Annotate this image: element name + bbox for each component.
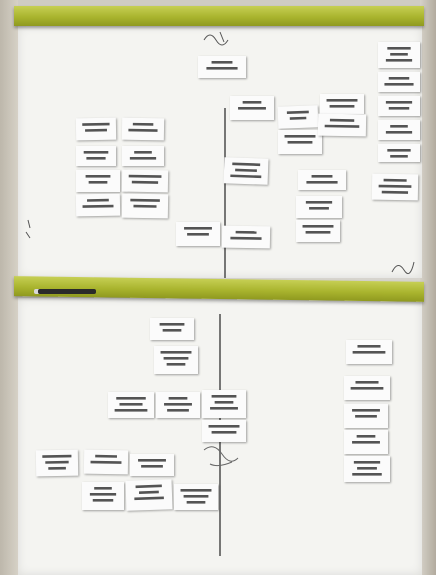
note-text-line (312, 175, 333, 178)
note-text-line (243, 101, 262, 104)
note-text-line (306, 201, 332, 204)
note-text-line (130, 157, 156, 160)
note-text-line (357, 467, 377, 470)
note-text-line (134, 496, 164, 500)
divider-line-upper (224, 108, 226, 278)
note-text-line (116, 397, 146, 400)
note-text-line (390, 125, 408, 128)
sticky-note (202, 420, 246, 442)
note-handwriting (200, 58, 244, 76)
note-text-line (355, 381, 378, 384)
note-handwriting (380, 44, 418, 66)
note-handwriting (158, 394, 198, 416)
note-text-line (355, 415, 377, 418)
note-handwriting (346, 406, 386, 426)
note-text-line (352, 473, 382, 476)
sticky-note (344, 376, 390, 400)
sticky-note (76, 146, 116, 166)
note-handwriting (78, 196, 118, 215)
note-text-line (138, 459, 166, 462)
note-text-line (390, 155, 408, 158)
note-text-line (206, 67, 237, 70)
note-text-line (82, 123, 109, 126)
note-handwriting (280, 107, 317, 126)
note-handwriting (124, 120, 162, 139)
sticky-note (122, 118, 164, 141)
note-text-line (85, 129, 107, 132)
note-text-line (327, 99, 358, 102)
note-handwriting (280, 132, 320, 152)
note-text-line (129, 175, 162, 178)
note-text-line (130, 199, 160, 202)
note-handwriting (322, 96, 362, 112)
sticky-note (198, 56, 246, 78)
sticky-note (36, 450, 78, 477)
note-text-line (387, 47, 410, 50)
note-text-line (128, 129, 157, 132)
note-handwriting (124, 148, 162, 164)
note-text-line (386, 131, 412, 134)
sticky-note (278, 130, 322, 154)
note-text-line (167, 409, 189, 412)
note-text-line (119, 403, 142, 406)
note-handwriting (84, 484, 122, 508)
note-text-line (167, 363, 186, 366)
sticky-note (378, 96, 420, 116)
note-handwriting (176, 486, 216, 508)
note-text-line (285, 135, 316, 138)
note-text-line (215, 401, 234, 404)
sticky-note (344, 430, 388, 454)
note-text-line (87, 199, 109, 202)
note-text-line (84, 151, 109, 154)
note-handwriting (380, 98, 418, 114)
sticky-note (154, 346, 198, 374)
sticky-note (174, 484, 218, 510)
note-text-line (161, 351, 192, 354)
sticky-note (372, 174, 418, 201)
note-text-line (48, 467, 66, 470)
note-text-line (384, 83, 413, 86)
note-text-line (141, 465, 163, 468)
sticky-note (82, 482, 124, 510)
sticky-note (278, 105, 319, 128)
note-handwriting (348, 342, 390, 362)
note-text-line (230, 237, 261, 240)
note-handwriting (78, 172, 118, 190)
note-text-line (236, 231, 257, 234)
note-handwriting (374, 176, 416, 199)
note-text-line (212, 395, 237, 398)
note-handwriting (132, 456, 172, 474)
sticky-note (296, 220, 340, 242)
sticky-note (156, 392, 200, 418)
note-text-line (232, 163, 260, 167)
sticky-note (320, 94, 364, 114)
green-rail-top (14, 6, 424, 26)
sticky-note (344, 404, 388, 428)
sticky-note (125, 479, 172, 511)
note-text-line (389, 107, 409, 110)
sticky-note (344, 456, 390, 482)
sticky-note (76, 118, 116, 141)
sticky-note (318, 114, 366, 137)
note-handwriting (124, 172, 166, 191)
sticky-note (346, 340, 392, 364)
sticky-note (122, 170, 168, 193)
note-text-line (94, 487, 112, 490)
note-text-line (389, 77, 409, 80)
sticky-note (76, 194, 120, 217)
note-text-line (134, 151, 152, 154)
note-handwriting (178, 224, 218, 244)
sticky-note (122, 146, 164, 166)
note-text-line (86, 175, 111, 178)
note-text-line (235, 169, 257, 172)
note-text-line (132, 181, 158, 184)
note-text-line (330, 119, 354, 122)
note-text-line (306, 231, 331, 234)
note-handwriting (78, 148, 114, 164)
note-handwriting (152, 320, 192, 338)
note-text-line (353, 351, 386, 354)
note-text-line (95, 455, 117, 458)
sticky-note (130, 454, 174, 476)
sticky-note (224, 157, 269, 185)
sticky-note (108, 392, 154, 418)
note-handwriting (128, 481, 171, 508)
sticky-note (378, 42, 420, 68)
note-text-line (160, 323, 185, 326)
note-text-line (89, 181, 108, 184)
note-handwriting (300, 172, 344, 188)
note-text-line (290, 117, 307, 120)
note-text-line (357, 435, 376, 438)
note-text-line (230, 174, 261, 178)
note-text-line (136, 485, 162, 489)
note-text-line (210, 407, 238, 410)
note-text-line (184, 495, 209, 498)
sticky-note (176, 222, 220, 246)
note-handwriting (124, 196, 166, 217)
note-handwriting (78, 120, 114, 139)
note-text-line (164, 403, 192, 406)
note-text-line (306, 181, 337, 184)
scribble-mark-left (22, 218, 38, 244)
sticky-note (298, 170, 346, 190)
note-text-line (212, 61, 233, 64)
note-text-line (387, 149, 410, 152)
note-text-line (187, 501, 206, 504)
note-text-line (163, 329, 182, 332)
sticky-note (76, 170, 120, 192)
note-handwriting (38, 452, 76, 475)
note-handwriting (232, 98, 272, 118)
note-handwriting (346, 458, 388, 480)
note-handwriting (346, 378, 388, 398)
note-text-line (352, 409, 380, 412)
note-text-line (287, 111, 309, 114)
note-text-line (164, 357, 189, 360)
note-text-line (181, 489, 212, 492)
note-text-line (169, 397, 188, 400)
sticky-note (122, 194, 168, 219)
note-text-line (86, 157, 105, 160)
note-text-line (386, 59, 412, 62)
note-text-line (83, 205, 114, 208)
note-handwriting (320, 116, 364, 135)
sticky-note (378, 144, 420, 162)
scribble-mark-right (390, 258, 418, 276)
note-text-line (238, 107, 266, 110)
note-text-line (382, 191, 408, 194)
note-handwriting (298, 222, 338, 240)
scribble-mark-top (200, 28, 240, 48)
note-handwriting (204, 422, 244, 440)
note-text-line (330, 105, 355, 108)
sticky-note (378, 120, 420, 140)
note-handwriting (346, 432, 386, 452)
note-text-line (379, 185, 412, 188)
note-handwriting (86, 452, 126, 473)
scribble-mark-lower (200, 440, 244, 476)
note-handwriting (380, 122, 418, 138)
sticky-note (202, 390, 246, 418)
note-text-line (357, 345, 380, 348)
sticky-note (230, 96, 274, 120)
note-text-line (390, 53, 408, 56)
note-text-line (288, 141, 313, 144)
black-marker (38, 289, 96, 294)
note-text-line (303, 225, 334, 228)
note-text-line (115, 409, 148, 412)
note-text-line (309, 207, 329, 210)
note-text-line (212, 431, 237, 434)
sticky-note (84, 450, 128, 475)
note-text-line (139, 491, 159, 494)
sticky-note (222, 226, 270, 249)
note-text-line (352, 441, 380, 444)
note-handwriting (156, 348, 196, 372)
note-text-line (93, 499, 113, 502)
note-text-line (133, 205, 156, 208)
sticky-note (378, 72, 420, 92)
note-text-line (354, 461, 380, 464)
note-text-line (90, 493, 116, 496)
note-text-line (42, 455, 71, 458)
note-text-line (133, 123, 154, 126)
note-text-line (187, 233, 209, 236)
note-text-line (386, 101, 412, 104)
note-text-line (209, 425, 240, 428)
note-text-line (351, 387, 384, 390)
note-handwriting (224, 228, 268, 247)
sticky-note (296, 196, 342, 218)
note-text-line (384, 179, 407, 182)
note-text-line (91, 461, 122, 464)
note-handwriting (298, 198, 340, 216)
note-handwriting (380, 74, 418, 90)
sticky-note (150, 318, 194, 340)
note-handwriting (204, 392, 244, 416)
note-handwriting (226, 159, 267, 182)
note-text-line (325, 125, 360, 128)
note-text-line (184, 227, 212, 230)
note-handwriting (110, 394, 152, 416)
note-handwriting (380, 146, 418, 160)
note-text-line (45, 461, 68, 464)
